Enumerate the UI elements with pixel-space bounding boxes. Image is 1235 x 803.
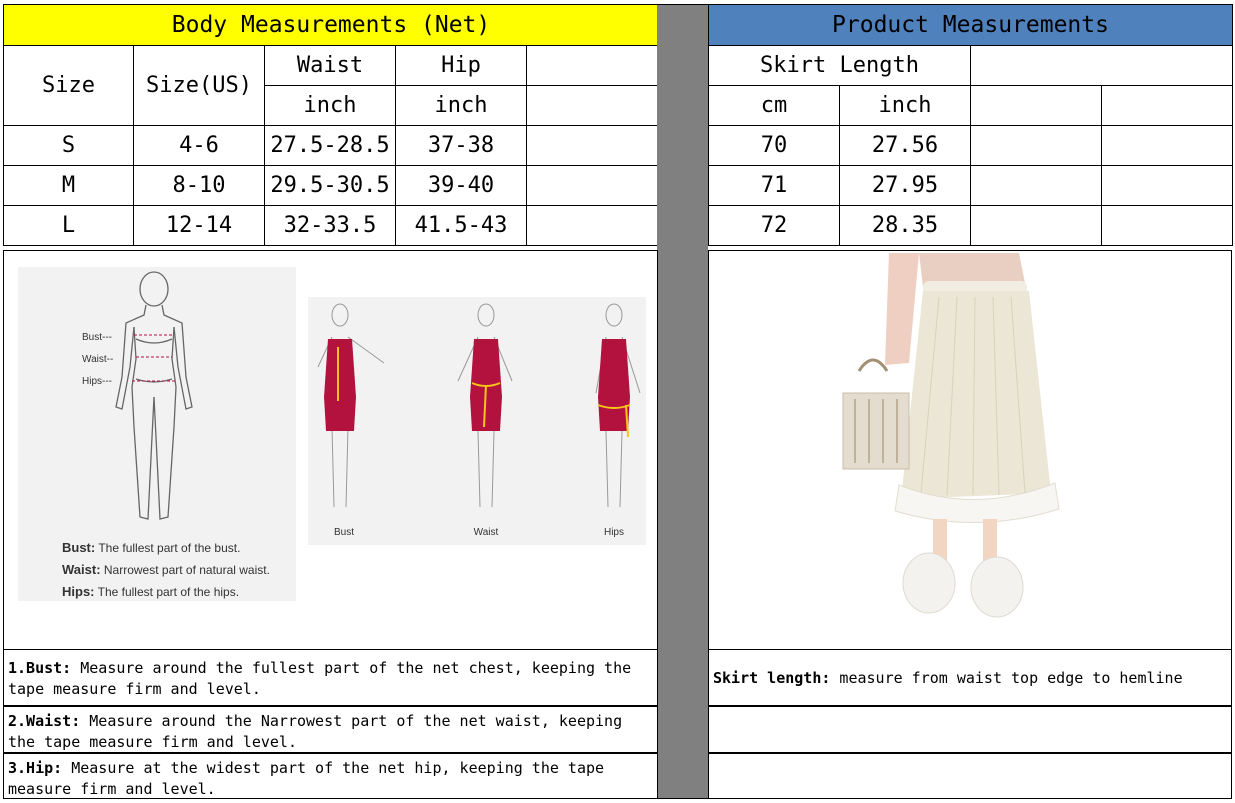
note-hip (3, 753, 658, 799)
table-row (4, 126, 659, 166)
legend-term: Hips: (62, 584, 95, 599)
size-us-cell: 12-14 (134, 206, 265, 246)
table-row (709, 166, 1233, 206)
note-bust-text: Measure around the fullest part of the net chest, keeping the tape measure firm and level. (8, 659, 632, 698)
cm-unit: cm (709, 86, 840, 126)
hip-header: Hip (396, 46, 527, 86)
note-waist (3, 706, 658, 753)
empty-cell (527, 206, 659, 246)
hip-unit: inch (396, 86, 527, 126)
table-row (709, 206, 1233, 246)
empty-cell (1102, 206, 1233, 246)
body-measurements-title: Body Measurements (Net) (4, 5, 659, 46)
size-header: Size (4, 46, 134, 126)
inch-unit: inch (840, 86, 971, 126)
separator-column (657, 4, 708, 799)
waist-cell: 29.5-30.5 (265, 166, 396, 206)
legend-term: Waist: (62, 562, 101, 577)
diagram-labels (82, 327, 113, 393)
skirt-photo-icon (829, 253, 1069, 633)
empty-cell (1102, 126, 1233, 166)
legend-desc: The fullest part of the bust. (98, 541, 241, 555)
hip-cell: 37-38 (396, 126, 527, 166)
product-measurements-title: Product Measurements (709, 5, 1233, 46)
note-bust-term: 1.Bust: (8, 659, 72, 677)
note-waist-term: 2.Waist: (8, 712, 81, 730)
cm-cell: 71 (709, 166, 840, 206)
hip-cell: 39-40 (396, 166, 527, 206)
note-skirt-term: Skirt length: (713, 669, 831, 687)
inch-cell: 27.95 (840, 166, 971, 206)
caption-hips: Hips (603, 527, 624, 538)
hip-cell: 41.5-43 (396, 206, 527, 246)
note-waist-text: Measure around the Narrowest part of the net waist, keeping the tape measure firm and level. (8, 712, 623, 751)
empty-cell (1102, 166, 1233, 206)
legend-desc: Narrowest part of natural waist. (103, 563, 270, 577)
size-us-cell: 4-6 (134, 126, 265, 166)
caption-waist: Waist (473, 527, 499, 538)
body-measurements-table (3, 4, 659, 246)
inch-cell: 28.35 (840, 206, 971, 246)
note-skirt-length (708, 649, 1232, 706)
note-hip-term: 3.Hip: (8, 759, 63, 777)
label-waist: Waist-- (82, 354, 114, 365)
empty-cell (1102, 86, 1233, 126)
empty-cell (971, 206, 1102, 246)
note-bust (3, 649, 658, 706)
size-us-cell: 8-10 (134, 166, 265, 206)
size-cell: L (4, 206, 134, 246)
empty-cell (971, 126, 1102, 166)
empty-cell (971, 46, 1233, 86)
size-us-header: Size(US) (134, 46, 265, 126)
table-row (4, 166, 659, 206)
legend-desc: The fullest part of the hips. (97, 585, 240, 599)
note-skirt-text: measure from waist top edge to hemline (830, 669, 1183, 687)
table-row (709, 126, 1233, 166)
product-measurements-table (708, 4, 1233, 246)
cm-cell: 72 (709, 206, 840, 246)
waist-cell: 27.5-28.5 (265, 126, 396, 166)
dress-figures-icon (308, 297, 646, 527)
empty-cell (971, 86, 1102, 126)
empty-cell (527, 166, 659, 206)
waist-header: Waist (265, 46, 396, 86)
empty-cell (971, 166, 1102, 206)
dress-measurement-diagram (308, 297, 646, 545)
measurement-diagram-panel (3, 250, 658, 650)
cm-cell: 70 (709, 126, 840, 166)
inch-cell: 27.56 (840, 126, 971, 166)
size-cell: S (4, 126, 134, 166)
body-outline-diagram (18, 267, 296, 601)
label-hips: Hips--- (82, 376, 112, 387)
size-cell: M (4, 166, 134, 206)
note-empty (708, 706, 1232, 753)
note-hip-text: Measure at the widest part of the net hip, keeping the tape measure firm and level. (8, 759, 605, 798)
table-row (4, 206, 659, 246)
note-empty (708, 753, 1232, 799)
skirt-length-header: Skirt Length (709, 46, 971, 86)
empty-cell (527, 126, 659, 166)
diagram-legend (62, 537, 292, 603)
waist-cell: 32-33.5 (265, 206, 396, 246)
empty-cell (527, 86, 659, 126)
caption-bust: Bust (333, 527, 354, 538)
body-outline-icon (18, 267, 296, 537)
product-photo-panel (708, 250, 1232, 650)
label-bust: Bust--- (82, 332, 112, 343)
waist-unit: inch (265, 86, 396, 126)
empty-cell (527, 46, 659, 86)
legend-term: Bust: (62, 540, 96, 555)
